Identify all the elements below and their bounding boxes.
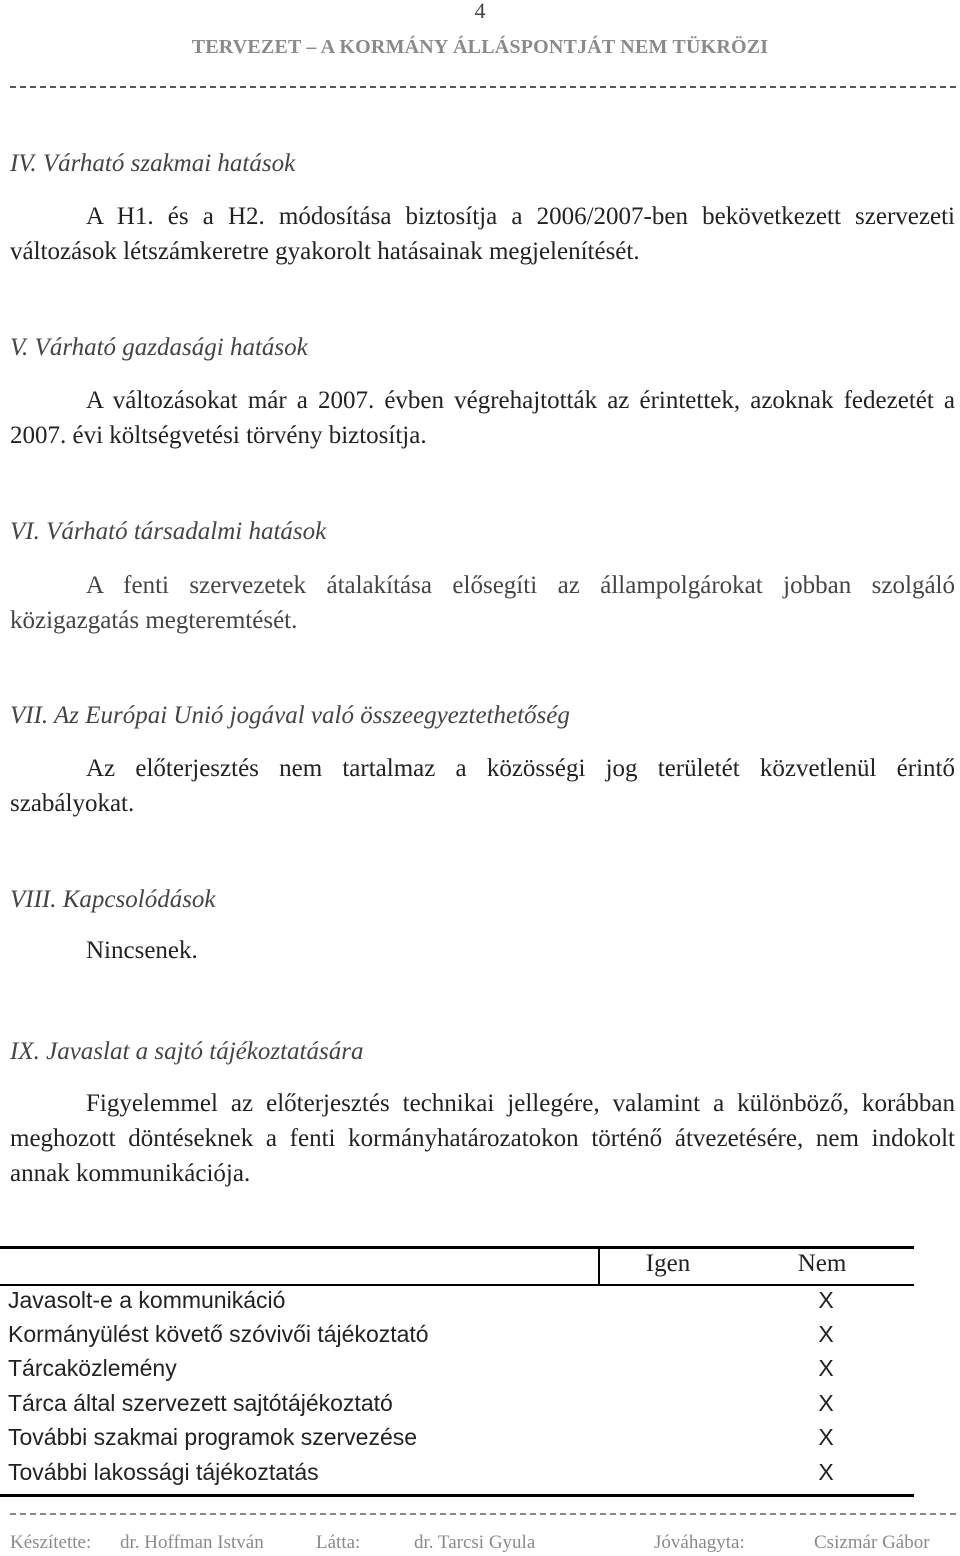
footer-divider	[10, 1513, 956, 1515]
footer-approved-label: Jóváhagyta:	[654, 1532, 745, 1553]
footer-seen-label: Látta:	[316, 1532, 361, 1553]
row-no-mark: X	[818, 1424, 834, 1450]
row-label: Javasolt-e a kommunikáció	[8, 1287, 286, 1313]
row-no-mark: X	[818, 1355, 834, 1381]
row-no-mark: X	[818, 1321, 834, 1347]
page-number: 4	[474, 0, 486, 23]
table-row	[0, 1355, 914, 1389]
table-bottom-border	[0, 1494, 914, 1497]
table-row	[0, 1321, 914, 1355]
row-label: További szakmai programok szervezése	[8, 1424, 418, 1450]
row-label: További lakossági tájékoztatás	[8, 1459, 319, 1485]
section-iv-heading: IV. Várható szakmai hatások	[10, 150, 296, 177]
table-row	[0, 1287, 914, 1321]
table-header-no: Nem	[797, 1250, 847, 1277]
section-v-heading: V. Várható gazdasági hatások	[10, 334, 308, 361]
footer-approved-name: Csizmár Gábor	[814, 1532, 930, 1553]
row-no-mark: X	[818, 1459, 834, 1485]
row-label: Tárca által szervezett sajtótájékoztató	[8, 1390, 393, 1416]
section-vii-text: Az előterjesztés nem tartalmaz a közösségi jog területét közvetlenül érintő szabályokat.	[10, 755, 955, 817]
table-header-bottom-border	[0, 1284, 914, 1286]
header-divider	[10, 86, 956, 88]
draft-notice: TERVEZET – A KORMÁNY ÁLLÁSPONTJÁT NEM TÜKRÖZI	[191, 36, 769, 58]
footer-seen-name: dr. Tarcsi Gyula	[414, 1532, 536, 1553]
table-row	[0, 1424, 914, 1458]
table-row	[0, 1459, 914, 1493]
section-vi-text: A fenti szervezetek átalakítása elősegíti az állampolgárokat jobban szolgáló közigazgatás megteremtését.	[10, 572, 955, 634]
table-header-yes: Igen	[645, 1250, 691, 1277]
footer-prepared-name: dr. Hoffman István	[120, 1532, 264, 1553]
section-v-text: A változásokat már a 2007. évben végrehajtották az érintettek, azoknak fedezetét a 2007. évi költségvetési törvény biztosítja.	[10, 387, 955, 449]
table-top-border	[0, 1246, 914, 1249]
section-ix-text: Figyelemmel az előterjesztés technikai jellegére, valamint a különböző, korábban meghozott döntéseknek a fenti kormányhatározatokon történő átvezetésére, nem indokolt annak kommunikációja.	[10, 1090, 955, 1187]
section-iv-text: A H1. és a H2. módosítása biztosítja a 2006/2007-ben bekövetkezett szervezeti változások létszámkeretre gyakorolt hatásainak megjelenítését.	[10, 203, 955, 265]
row-label: Tárcaközlemény	[8, 1355, 177, 1381]
row-no-mark: X	[818, 1287, 834, 1313]
row-no-mark: X	[818, 1390, 834, 1416]
footer-prepared-label: Készítette:	[10, 1532, 92, 1553]
section-vi-heading: VI. Várható társadalmi hatások	[10, 518, 327, 545]
table-row	[0, 1390, 914, 1424]
section-ix-heading: IX. Javaslat a sajtó tájékoztatására	[10, 1038, 364, 1065]
row-label: Kormányülést követő szóvivői tájékoztató	[8, 1321, 429, 1347]
section-vii-heading: VII. Az Európai Unió jogával való összeegyeztethetőség	[10, 702, 570, 729]
section-viii-heading: VIII. Kapcsolódások	[10, 886, 216, 913]
section-viii-text: Nincsenek.	[86, 937, 198, 964]
